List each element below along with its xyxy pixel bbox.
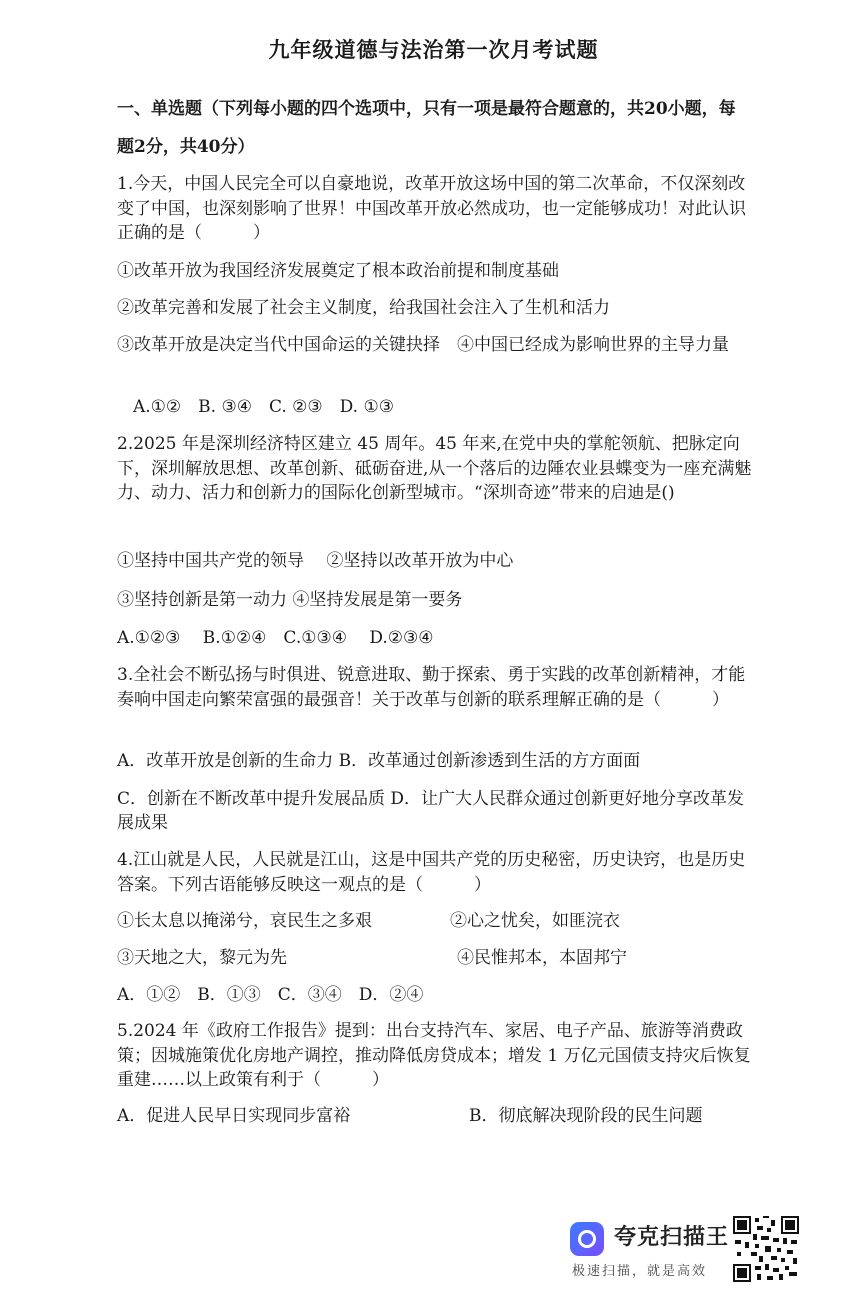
question-1-stem: 1.今天，中国人民完全可以自豪地说，改革开放这场中国的第二次革命，不仅深刻改变了中国，也深刻影响了世界！中国改革开放必然成功，也一定能够成功！对此认识正确的是（ ） xyxy=(117,174,746,243)
question-4-statement-3: ③天地之大，黎元为先 xyxy=(117,948,287,968)
question-5-option-b: B．彻底解决现阶段的民生问题 xyxy=(469,1106,703,1126)
section-heading xyxy=(117,90,757,166)
quark-logo-icon xyxy=(570,1222,604,1256)
question-1-options: A.①② B. ③④ C. ②③ D. ①③ xyxy=(133,397,394,417)
question-2-options: A.①②③ B.①②④ C.①③④ D.②③④ xyxy=(117,628,434,648)
question-1-statement-3: ③改革开放是决定当代中国命运的关键抉择 ④中国已经成为影响世界的主导力量 xyxy=(117,335,729,355)
question-3-option-cd: C．创新在不断改革中提升发展品质 D．让广大人民群众通过创新更好地分享改革发展成果 xyxy=(117,789,745,833)
question-3-option-ab: A．改革开放是创新的生命力 B．改革通过创新渗透到生活的方方面面 xyxy=(117,751,641,771)
question-1-statement-1: ①改革开放为我国经济发展奠定了根本政治前提和制度基础 xyxy=(117,261,559,281)
question-2-statements-1: ①坚持中国共产党的领导 ②坚持以改革开放为中心 xyxy=(117,551,514,571)
page-title: 九年级道德与法治第一次月考试题 xyxy=(268,37,599,62)
question-4-statement-1: ①长太息以掩涕兮，哀民生之多艰 xyxy=(117,911,372,931)
question-4-options: A．①② B．①③ C．③④ D．②④ xyxy=(117,985,424,1005)
question-2-stem: 2.2025 年是深圳经济特区建立 45 周年。45 年来,在党中央的掌舵领航、把脉定向下，深圳解放思想、改革创新、砥砺奋进,从一个落后的边陲农业县蝶变为一座充满魅力、动力、活力和创新力的国际化创新型城市。“深圳奇迹”带来的启迪是() xyxy=(117,434,752,503)
question-4-statement-2: ②心之忧矣，如匪浣衣 xyxy=(450,911,620,931)
scanner-watermark xyxy=(570,1218,730,1280)
question-5-stem: 5.2024 年《政府工作报告》提到：出台支持汽车、家居、电子产品、旅游等消费政策；因城施策优化房地产调控，推动降低房贷成本；增发 1 万亿元国债支持灾后恢复重建……以上政策有利于（ ） xyxy=(117,1021,751,1090)
section-heading-line2: 题2分，共40分） xyxy=(117,137,255,157)
question-5-option-a: A．促进人民早日实现同步富裕 xyxy=(117,1106,351,1126)
question-1-statement-2: ②改革完善和发展了社会主义制度，给我国社会注入了生机和活力 xyxy=(117,298,610,318)
watermark-app-name: 夸克扫描王 xyxy=(614,1225,730,1250)
question-4-stem: 4.江山就是人民，人民就是江山，这是中国共产党的历史秘密，历史诀窍，也是历史答案。下列古语能够反映这一观点的是（ ） xyxy=(117,850,746,895)
question-3-stem: 3.全社会不断弘扬与时俱进、锐意进取、勤于探索、勇于实践的改革创新精神，才能奏响中国走向繁荣富强的最强音！关于改革与创新的联系理解正确的是（ ） xyxy=(117,665,746,710)
section-heading-line1: 一、单选题（下列每小题的四个选项中，只有一项是最符合题意的，共20小题，每 xyxy=(117,99,736,119)
question-4-statement-4: ④民惟邦本，本固邦宁 xyxy=(457,948,627,968)
qr-code-icon xyxy=(733,1216,799,1282)
question-2-statements-2: ③坚持创新是第一动力 ④坚持发展是第一要务 xyxy=(117,590,463,610)
watermark-slogan: 极速扫描，就是高效 xyxy=(572,1264,708,1279)
